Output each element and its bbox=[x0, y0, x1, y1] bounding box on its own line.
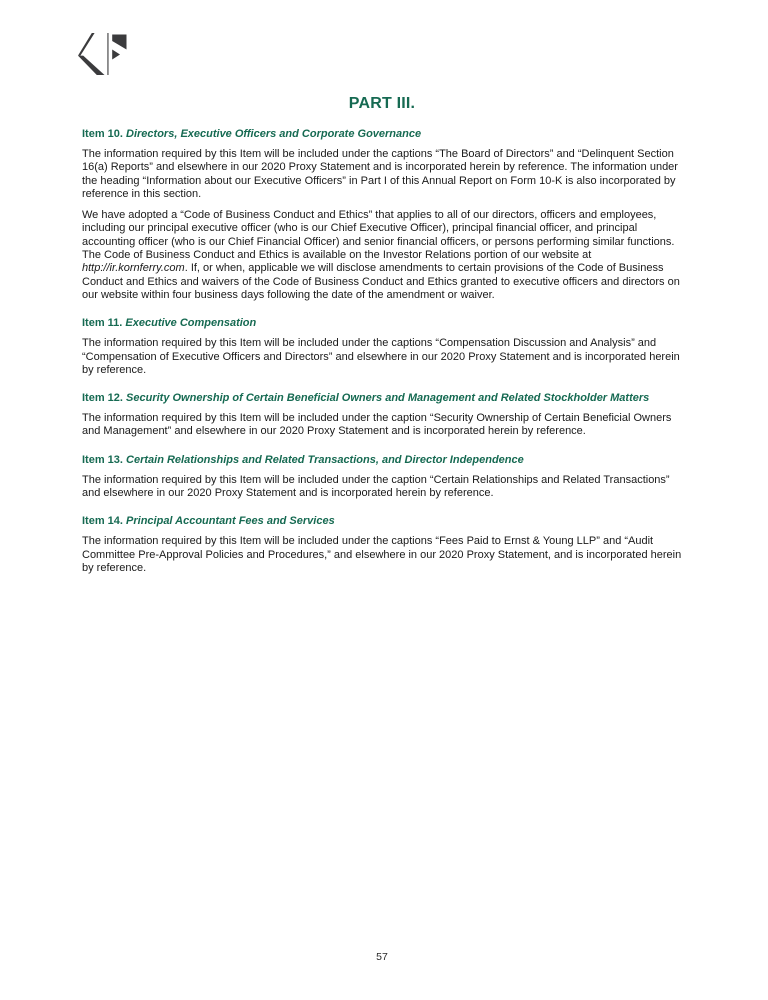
item-13-heading bbox=[82, 454, 682, 466]
item-11-label: Item 11. bbox=[82, 317, 123, 330]
section-item-12 bbox=[82, 392, 682, 439]
item-13-title: Certain Relationships and Related Transactions, and Director Independence bbox=[126, 453, 524, 466]
item-14-heading bbox=[82, 515, 682, 527]
item-10-paragraph-2 bbox=[82, 209, 682, 302]
paragraph-text: We have adopted a “Code of Business Conduct and Ethics” that applies to all of our directors, officers and employees, including our principal executive officer (who is our Chief Executive Officer), principal financial officer, and principal accounting officer (who is our Chief Financial Officer) and senior financial officers, or persons performing similar functions. The Code of Business Conduct and Ethics is available on the Investor Relations portion of our website at bbox=[82, 209, 675, 262]
section-item-11 bbox=[82, 317, 682, 377]
item-10-paragraph-1: The information required by this Item will be included under the captions “The Board of Directors” and “Delinquent Section 16(a) Reports” and elsewhere in our 2020 Proxy Statement and is incorporated herein by reference. The information under the heading “Information about our Executive Officers” in Part I of this Annual Report on Form 10-K is also incorporated by reference in this section. bbox=[82, 148, 678, 200]
item-12-heading bbox=[82, 392, 682, 404]
item-12-label: Item 12. bbox=[82, 392, 123, 405]
item-12-title: Security Ownership of Certain Beneficial Owners and Management and Related Stockholder Matters bbox=[126, 392, 650, 405]
item-10-title: Directors, Executive Officers and Corporate Governance bbox=[126, 128, 422, 140]
item-10-heading bbox=[82, 128, 682, 140]
website-url: http://ir.kornferry.com bbox=[82, 262, 185, 275]
item-11-paragraph: The information required by this Item will be included under the captions “Compensation Discussion and Analysis” and “Compensation of Executive Officers and Directors” and elsewhere in our 2020 Proxy Statement and is incorporated herein by reference. bbox=[82, 337, 680, 376]
item-13-paragraph: The information required by this Item will be included under the caption “Certain Relationships and Related Transactions” and elsewhere in our 2020 Proxy Statement and is incorporated herein by reference. bbox=[82, 473, 670, 500]
item-11-heading bbox=[82, 317, 682, 329]
item-10-label: Item 10. bbox=[82, 128, 123, 140]
item-11-title: Executive Compensation bbox=[125, 317, 257, 330]
item-12-paragraph: The information required by this Item will be included under the caption “Security Ownership of Certain Beneficial Owners and Management” and elsewhere in our 2020 Proxy Statement and is incorporated herein by reference. bbox=[82, 412, 672, 438]
page-number: 57 bbox=[376, 951, 388, 963]
item-14-paragraph: The information required by this Item will be included under the captions “Fees Paid to Ernst & Young LLP” and “Audit Committee Pre-Approval Policies and Procedures,” and elsewhere in our 2020 Proxy Statement, and is incorporated herein by reference. bbox=[82, 535, 682, 574]
paragraph-text: . If, or when, applicable we will disclose amendments to certain provisions of the Code of Business Conduct and Ethics and waivers of the Code of Business Conduct and Ethics granted to executive officers and directors on our website within four business days following the date of the amendment or waiver. bbox=[82, 262, 680, 301]
section-item-10 bbox=[82, 128, 682, 302]
section-item-14 bbox=[82, 515, 682, 575]
item-14-title: Principal Accountant Fees and Services bbox=[126, 515, 335, 528]
item-14-label: Item 14. bbox=[82, 515, 123, 528]
item-13-label: Item 13. bbox=[82, 453, 123, 466]
section-item-13 bbox=[82, 454, 682, 501]
part-title: PART III. bbox=[348, 95, 416, 112]
document-body bbox=[82, 0, 682, 583]
